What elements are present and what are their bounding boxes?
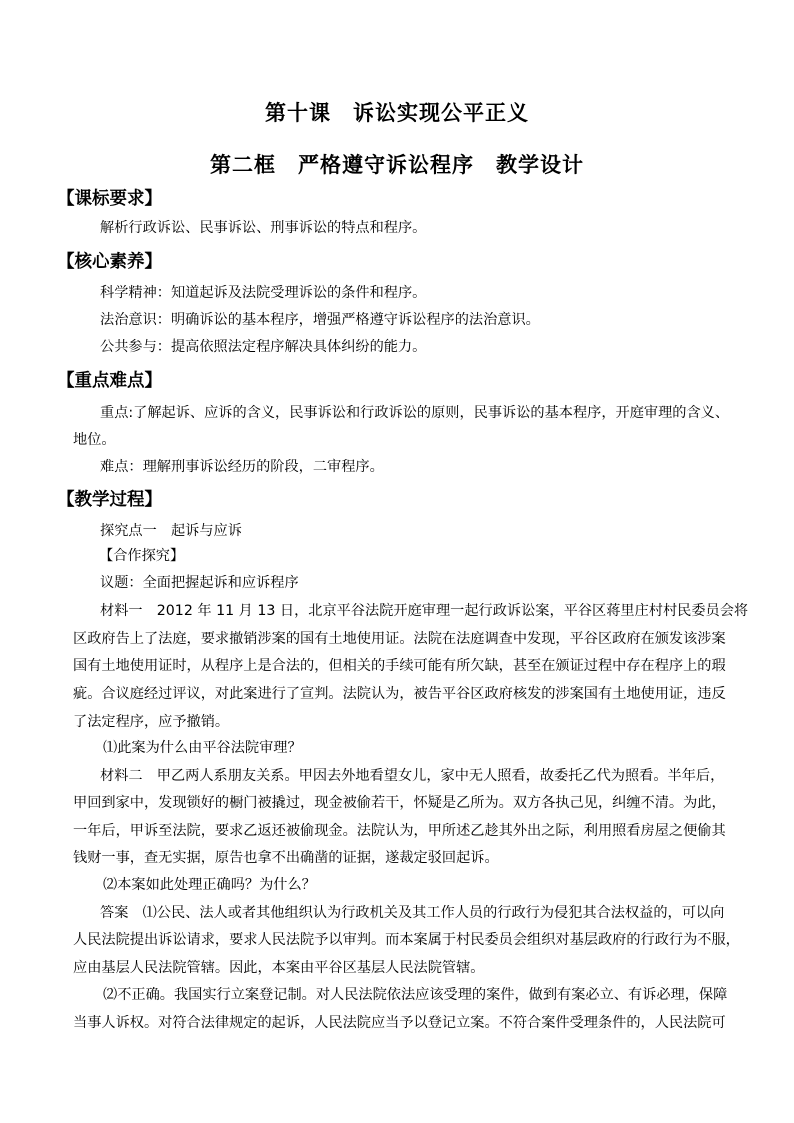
text-line: 答案 ⑴公民、法人或者其他组织认为行政机关及其工作人员的行政行为侵犯其合法权益的，可以向 — [100, 905, 725, 921]
heading-keypoints: 【重点难点】 — [57, 371, 162, 391]
text-line: 了法定程序，应予撤销。 — [73, 714, 230, 730]
text-line: ⑴此案为什么由平谷法院审理？ — [103, 740, 302, 756]
text-line: 一年后，甲诉至法院，要求乙返还被偷现金。法院认为，甲所述乙趁其外出之际，利用照看房屋之便偷其 — [73, 823, 726, 839]
text-line: 科学精神：知道起诉及法院受理诉讼的条件和程序。 — [100, 285, 427, 301]
text-line: 解析行政诉讼、民事诉讼、刑事诉讼的特点和程序。 — [100, 220, 427, 236]
heading-literacy: 【核心素养】 — [57, 252, 162, 272]
text-line: 钱财一事，查无实据，原告也拿不出确凿的证据，遂裁定驳回起诉。 — [73, 850, 499, 866]
text-line: 法治意识：明确诉讼的基本程序，增强严格遵守诉讼程序的法治意识。 — [100, 312, 540, 328]
text-line: ⑵本案如此处理正确吗？为什么？ — [103, 877, 316, 893]
text-line: 人民法院提出诉讼请求，要求人民法院予以审判。而本案属于村民委员会组织对基层政府的行政行为不服， — [73, 932, 740, 948]
text-line: 重点:了解起诉、应诉的含义，民事诉讼和行政诉讼的原则，民事诉讼的基本程序，开庭审理的含义、 — [100, 405, 730, 421]
text-line: 疵。合议庭经过评议，对此案进行了宣判。法院认为，被告平谷区政府核发的涉案国有土地使用证，违反 — [73, 686, 726, 702]
text-line: 国有土地使用证时，从程序上是合法的，但相关的手续可能有所欠缺，甚至在颁证过程中存在程序上的瑕 — [73, 658, 726, 674]
heading-standards: 【课标要求】 — [57, 189, 162, 209]
text-line: 探究点一 起诉与应诉 — [100, 523, 242, 539]
text-line: 【合作探究】 — [99, 548, 185, 564]
text-line: 公共参与：提高依照法定程序解决具体纠纷的能力。 — [100, 339, 427, 355]
text-line: ⑵不正确。我国实行立案登记制。对人民法院依法应该受理的案件，做到有案必立、有诉必理，保障 — [103, 987, 728, 1003]
text-line: 议题：全面把握起诉和应诉程序 — [100, 575, 299, 591]
text-line: 难点：理解刑事诉讼经历的阶段，二审程序。 — [100, 459, 384, 475]
text-line: 材料二 甲乙两人系朋友关系。甲因去外地看望女儿，家中无人照看，故委托乙代为照看。半年后， — [100, 768, 725, 784]
text-line: 材料一 2012 年 11 月 13 日，北京平谷法院开庭审理一起行政诉讼案，平谷区蒋里庄村村民委员会将 — [100, 603, 749, 619]
text-line: 甲回到家中，发现锁好的橱门被撬过，现金被偷若干，怀疑是乙所为。双方各执己见，纠缠不清。为此， — [73, 795, 726, 811]
lesson-title: 第十课 诉讼实现公平正义 — [265, 100, 529, 125]
text-line: 应由基层人民法院管辖。因此，本案由平谷区基层人民法院管辖。 — [73, 960, 485, 976]
section-title: 第二框 严格遵守诉讼程序 教学设计 — [210, 152, 584, 177]
text-line: 当事人诉权。对符合法律规定的起诉，人民法院应当予以登记立案。不符合案件受理条件的，人民法院可 — [73, 1015, 726, 1031]
heading-process: 【教学过程】 — [57, 490, 162, 510]
text-line: 地位。 — [73, 432, 116, 448]
text-line: 区政府告上了法庭，要求撤销涉案的国有土地使用证。法院在法庭调查中发现，平谷区政府在颁发该涉案 — [73, 631, 726, 647]
